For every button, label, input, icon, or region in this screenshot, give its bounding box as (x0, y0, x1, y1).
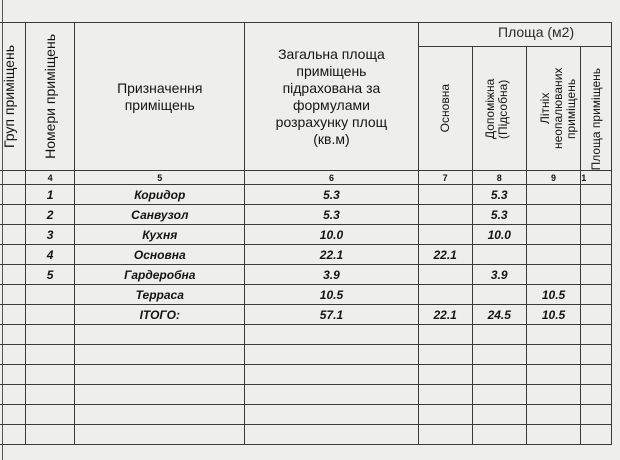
area-table (0, 22, 612, 445)
header-group-cell (0, 23, 25, 171)
room-summer (526, 225, 580, 245)
header-aux-cell (472, 47, 526, 171)
total-area: 57.1 (245, 305, 419, 325)
room-number: 2 (25, 205, 75, 225)
table-row (0, 205, 612, 225)
column-number: 5 (75, 171, 245, 185)
table-row (0, 285, 612, 305)
empty-row (0, 405, 612, 425)
header-numbers-cell (25, 23, 75, 171)
room-summer (526, 205, 580, 225)
room-main (418, 285, 472, 305)
header-group: Груп приміщень (0, 45, 17, 148)
column-number: 8 (472, 171, 526, 185)
total-row (0, 305, 612, 325)
room-purpose: Терраса (75, 285, 245, 305)
header-total-cell (245, 23, 419, 171)
header-summer: Літніх неопалюваних приміщень (537, 67, 578, 150)
header-main: Основна (437, 84, 452, 133)
room-aux: 3.9 (472, 265, 526, 285)
room-total: 22.1 (245, 245, 419, 265)
table-row (0, 225, 612, 245)
room-main (418, 205, 472, 225)
room-total: 3.9 (245, 265, 419, 285)
header-extra-cell (581, 47, 612, 171)
header-extra: Площа приміщень (588, 67, 603, 170)
empty-row (0, 345, 612, 365)
room-number: 5 (25, 265, 75, 285)
room-purpose: Основна (75, 245, 245, 265)
empty-row (0, 365, 612, 385)
room-aux (472, 285, 526, 305)
room-purpose: Гардеробна (75, 265, 245, 285)
empty-row (0, 385, 612, 405)
room-total: 5.3 (245, 205, 419, 225)
column-number-row (0, 171, 612, 185)
header-aux: Допоміжна (Підсобна) (483, 78, 511, 139)
room-purpose: Кухня (75, 225, 245, 245)
total-main: 22.1 (418, 305, 472, 325)
room-number: 3 (25, 225, 75, 245)
header-purpose: Призначення приміщень (117, 79, 203, 113)
room-total: 5.3 (245, 185, 419, 205)
header-purpose-cell (75, 23, 245, 171)
room-aux (472, 245, 526, 265)
room-purpose: Коридор (75, 185, 245, 205)
total-label: ІТОГО: (75, 305, 245, 325)
header-numbers: Номери приміщень (42, 34, 59, 159)
room-summer (526, 265, 580, 285)
room-total: 10.0 (245, 225, 419, 245)
area-group-title: Площа (м2) (498, 24, 575, 40)
room-summer: 10.5 (526, 285, 580, 305)
room-number: 1 (25, 185, 75, 205)
total-aux: 24.5 (472, 305, 526, 325)
table-row (0, 245, 612, 265)
room-number (25, 305, 75, 325)
header-summer-cell (526, 47, 580, 171)
column-number: 7 (418, 171, 472, 185)
room-summer (526, 245, 580, 265)
header-main-cell (418, 47, 472, 171)
room-main: 22.1 (418, 245, 472, 265)
room-main (418, 185, 472, 205)
column-number (0, 171, 25, 185)
table-row (0, 185, 612, 205)
empty-row (0, 325, 612, 345)
column-number: 1 (581, 171, 612, 185)
room-aux: 5.3 (472, 205, 526, 225)
room-number: 4 (25, 245, 75, 265)
column-number: 6 (245, 171, 419, 185)
room-number (25, 285, 75, 305)
room-total: 10.5 (245, 285, 419, 305)
room-purpose: Санвузол (75, 205, 245, 225)
room-aux: 5.3 (472, 185, 526, 205)
room-aux: 10.0 (472, 225, 526, 245)
table-row (0, 265, 612, 285)
room-main (418, 265, 472, 285)
empty-row (0, 425, 612, 445)
room-summer (526, 185, 580, 205)
header-total: Загальна площа приміщень підрахована за формулами розрахунку площ (кв.м) (275, 45, 388, 147)
room-main (418, 225, 472, 245)
column-number: 9 (526, 171, 580, 185)
column-number: 4 (25, 171, 75, 185)
total-summer: 10.5 (526, 305, 580, 325)
